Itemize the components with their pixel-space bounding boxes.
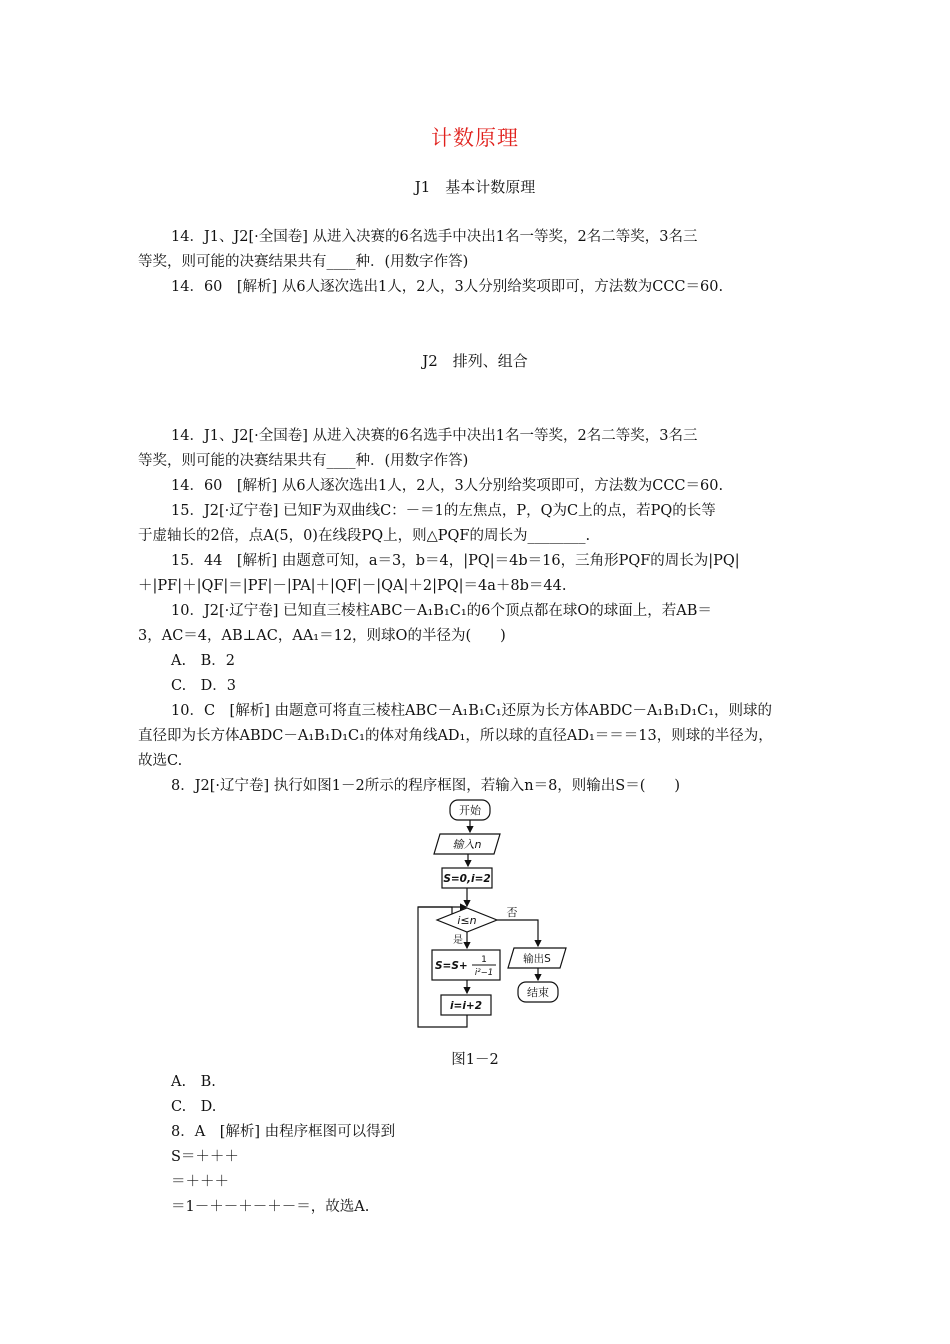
flowchart-no-label: 否 xyxy=(506,906,518,919)
j2-line-10: A. B．2 xyxy=(171,653,235,669)
j2-line-9: 3，AC＝4，AB⊥AC，AA₁＝12，则球O的半径为( ) xyxy=(138,628,506,644)
j1-line-1: 14．J1、J2[·全国卷] 从进入决赛的6名选手中决出1名一等奖，2名二等奖，3名三 xyxy=(171,229,698,245)
flowchart-no-branch xyxy=(497,920,538,946)
j1-line-3: 14．60 [解析] 从6人逐次选出1人，2人，3人分别给奖项即可，方法数为CCC＝60. xyxy=(171,279,724,295)
section-heading-j2: J2 排列、组合 xyxy=(422,352,528,370)
j2-line-2: 等奖，则可能的决赛结果共有____种．(用数字作答) xyxy=(138,453,469,469)
j2-line-4: 15．J2[·辽宁卷] 已知F为双曲线C：－＝1的左焦点，P，Q为C上的点，若PQ的长等 xyxy=(171,503,716,519)
flowchart-output-label: 输出S xyxy=(523,953,551,965)
flowchart-end-label: 结束 xyxy=(527,986,549,999)
flowchart-yes-label: 是 xyxy=(453,935,463,946)
flowchart-svg xyxy=(410,797,570,1032)
after-line-2: C. D. xyxy=(171,1099,217,1115)
j2-line-11: C. D．3 xyxy=(171,678,237,694)
page-title: 计数原理 xyxy=(431,126,519,150)
j2-line-6: 15．44 [解析] 由题意可知，a＝3，b＝4，|PQ|＝4b＝16，三角形PQF的周长为|PQ| xyxy=(171,553,740,569)
after-line-6: ＝1－＋－＋－＋－＝，故选A. xyxy=(171,1199,370,1215)
flowchart-increment-label: i=i+2 xyxy=(449,1000,483,1012)
j2-line-7: ＋|PF|＋|QF|＝|PF|－|PA|＋|QF|－|QA|＋2|PQ|＝4a＋8b＝44. xyxy=(138,578,567,594)
figure-caption: 图1－2 xyxy=(451,1052,499,1068)
flowchart-input-label: 输入n xyxy=(452,838,482,851)
flowchart-update-prefix: S=S+ xyxy=(435,960,468,972)
after-line-4: S＝＋＋＋ xyxy=(171,1149,239,1165)
j2-line-13: 直径即为长方体ABDC－A₁B₁D₁C₁的体对角线AD₁，所以球的直径AD₁＝＝＝13，则球的半径为， xyxy=(138,728,773,744)
j2-line-8: 10．J2[·辽宁卷] 已知直三棱柱ABC－A₁B₁C₁的6个顶点都在球O的球面上，若AB＝ xyxy=(171,603,712,619)
flowchart-start-label: 开始 xyxy=(459,804,481,817)
flowchart-init-label: S=0,i=2 xyxy=(443,873,491,885)
after-line-3: 8．A [解析] 由程序框图可以得到 xyxy=(171,1124,396,1140)
j2-line-5: 于虚轴长的2倍，点A(5，0)在线段PQ上，则△PQF的周长为________. xyxy=(138,528,591,544)
j1-line-2: 等奖，则可能的决赛结果共有____种．(用数字作答) xyxy=(138,254,469,270)
j2-line-12: 10．C [解析] 由题意可将直三棱柱ABC－A₁B₁C₁还原为长方体ABDC－A₁B₁D₁C₁，则球的 xyxy=(171,703,773,719)
section-heading-j1: J1 基本计数原理 xyxy=(414,178,536,196)
flowchart-update-numerator: 1 xyxy=(481,955,487,965)
flowchart-figure xyxy=(410,797,570,1032)
j2-line-3: 14．60 [解析] 从6人逐次选出1人，2人，3人分别给奖项即可，方法数为CCC＝60. xyxy=(171,478,724,494)
flowchart-update-denominator: i²−1 xyxy=(474,968,494,978)
after-line-1: A. B. xyxy=(171,1074,216,1090)
j2-line-1: 14．J1、J2[·全国卷] 从进入决赛的6名选手中决出1名一等奖，2名二等奖，3名三 xyxy=(171,428,698,444)
flowchart-condition-label: i≤n xyxy=(457,914,477,927)
j2-line-15: 8．J2[·辽宁卷] 执行如图1－2所示的程序框图，若输入n＝8，则输出S＝( ) xyxy=(171,778,681,794)
j2-line-14: 故选C. xyxy=(138,753,183,769)
after-line-5: ＝＋＋＋ xyxy=(171,1174,229,1190)
